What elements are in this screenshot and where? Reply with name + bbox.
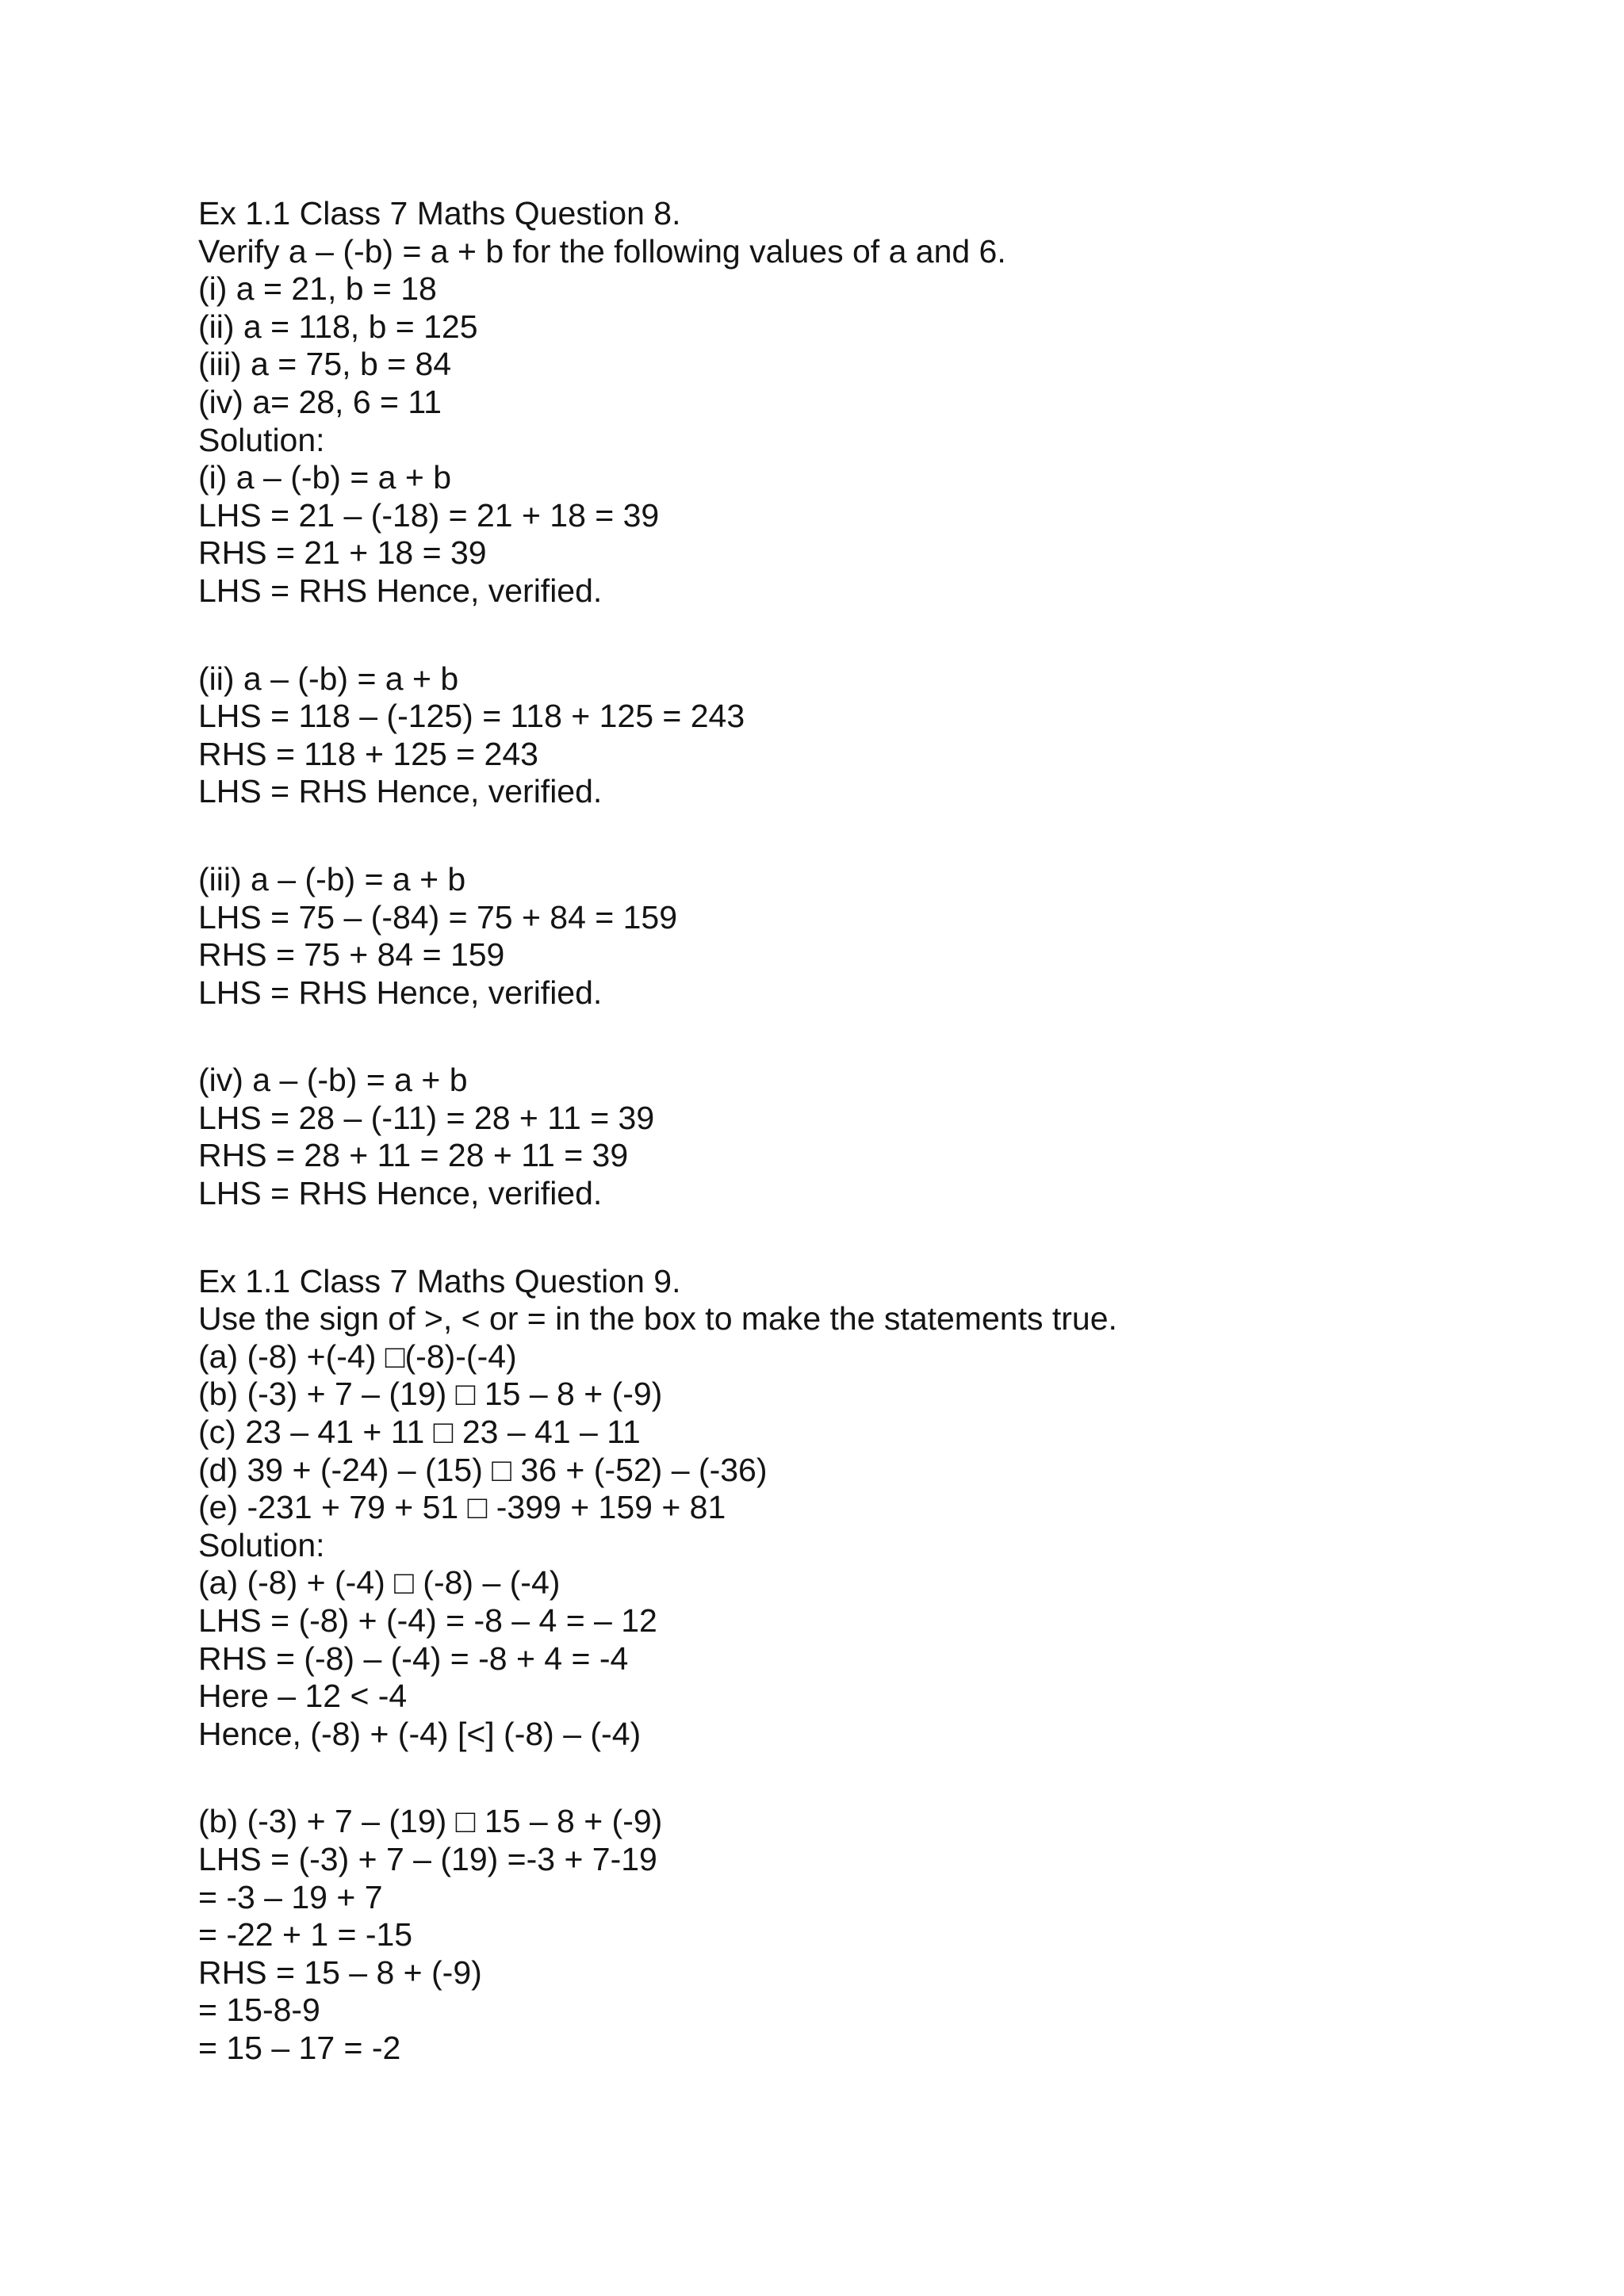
solution-line: LHS = 21 – (-18) = 21 + 18 = 39 [198,496,660,534]
solution-line: = 15-8-9 [198,1992,320,2029]
spacer [198,1012,1546,1062]
solution-line: (b) (-3) + 7 – (19) □ 15 – 8 + (-9) [198,1803,663,1840]
question-9-item-c: (c) 23 – 41 + 11 □ 23 – 41 – 11 [198,1414,641,1451]
solution-line: (ii) a – (-b) = a + b [198,660,459,697]
solution-line: LHS = (-3) + 7 – (19) =-3 + 7-19 [198,1840,657,1877]
solution-line: RHS = 15 – 8 + (-9) [198,1954,482,1991]
solution-line: RHS = 21 + 18 = 39 [198,534,487,572]
solution-line: Hence, (-8) + (-4) [<] (-8) – (-4) [198,1715,642,1752]
solution-line: LHS = 28 – (-11) = 28 + 11 = 39 [198,1099,655,1136]
solution-line: RHS = 28 + 11 = 28 + 11 = 39 [198,1137,629,1174]
question-9-item-e: (e) -231 + 79 + 51 □ -399 + 159 + 81 [198,1489,726,1526]
question-8-title: Ex 1.1 Class 7 Maths Question 8. [198,195,681,232]
page-content [198,195,1546,2068]
question-8-prompt: Verify a – (-b) = a + b for the following values of a and 6. [198,232,1006,270]
question-9-item-d: (d) 39 + (-24) – (15) □ 36 + (-52) – (-36) [198,1451,768,1488]
solution-line: (a) (-8) + (-4) □ (-8) – (-4) [198,1564,561,1601]
spacer [198,1753,1546,1803]
solution-line: = -3 – 19 + 7 [198,1878,383,1915]
solution-line: Here – 12 < -4 [198,1678,408,1715]
solution-line: LHS = RHS Hence, verified. [198,974,603,1011]
spacer [198,610,1546,660]
spacer [198,1213,1546,1263]
solution-line: RHS = (-8) – (-4) = -8 + 4 = -4 [198,1640,629,1677]
solution-line: RHS = 118 + 125 = 243 [198,735,538,772]
solution-line: (i) a – (-b) = a + b [198,459,452,496]
question-9-title: Ex 1.1 Class 7 Maths Question 9. [198,1262,681,1299]
solution-line: RHS = 75 + 84 = 159 [198,936,505,974]
solution-line: (iii) a – (-b) = a + b [198,860,466,897]
solution-line: LHS = RHS Hence, verified. [198,1175,603,1212]
question-9-item-a: (a) (-8) +(-4) □(-8)-(-4) [198,1337,517,1375]
question-9-prompt: Use the sign of >, < or = in the box to make the statements true. [198,1300,1117,1337]
question-8-item-i: (i) a = 21, b = 18 [198,270,437,308]
solution-line: LHS = 118 – (-125) = 118 + 125 = 243 [198,698,745,735]
solution-line: (iv) a – (-b) = a + b [198,1062,468,1099]
solution-label: Solution: [198,421,325,458]
solution-line: = -22 + 1 = -15 [198,1916,413,1954]
spacer [198,811,1546,861]
question-8-item-ii: (ii) a = 118, b = 125 [198,308,478,345]
solution-line: LHS = (-8) + (-4) = -8 – 4 = – 12 [198,1602,657,1639]
solution-line: = 15 – 17 = -2 [198,2029,401,2066]
solution-line: LHS = RHS Hence, verified. [198,572,603,609]
question-8-item-iii: (iii) a = 75, b = 84 [198,346,452,383]
question-9-item-b: (b) (-3) + 7 – (19) □ 15 – 8 + (-9) [198,1376,663,1413]
solution-line: LHS = RHS Hence, verified. [198,773,603,810]
solution-line: LHS = 75 – (-84) = 75 + 84 = 159 [198,898,678,936]
question-8-item-iv: (iv) a= 28, 6 = 11 [198,383,442,420]
solution-label: Solution: [198,1526,325,1563]
